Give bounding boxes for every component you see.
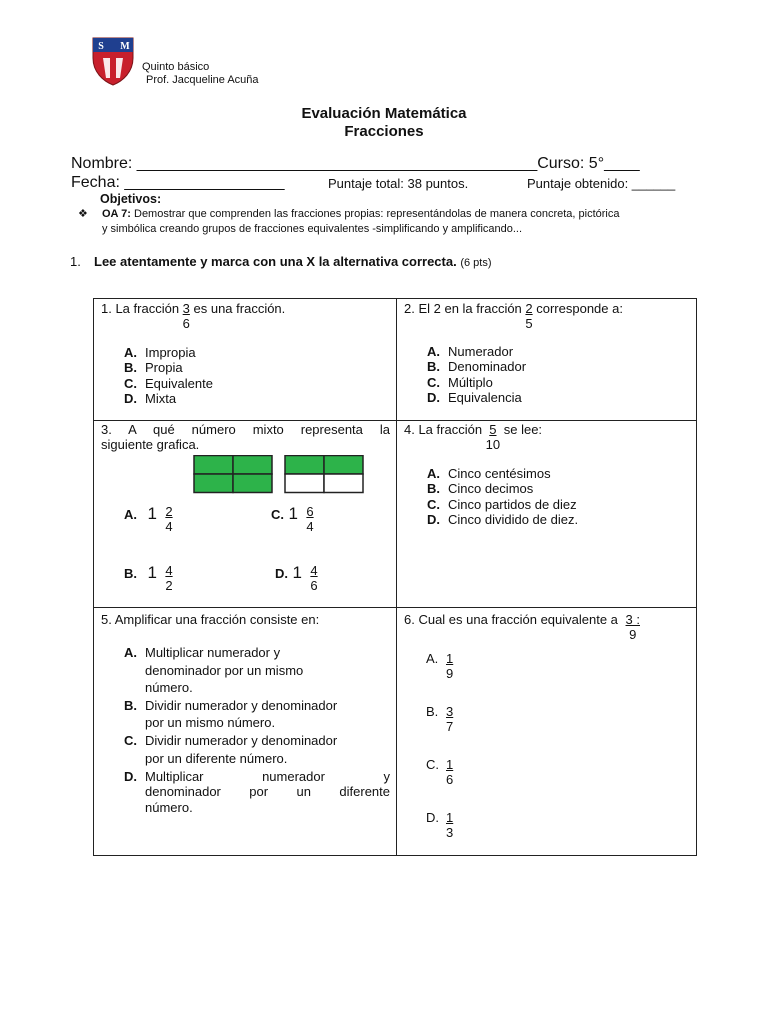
option-letter: D. [426,810,439,825]
q6-option-c[interactable] [426,757,453,788]
shaded-cell [194,456,233,475]
q2-denominator: 5 [525,316,533,331]
option-text: Cinco decimos [448,481,534,497]
option-letter: A. [427,466,440,481]
objectives-title: Objetivos: [100,192,162,206]
objective-oa7 [78,207,703,237]
fraction-numerator: 4 [310,563,318,578]
option-letter: B. [124,566,137,581]
fraction-numerator: 1 [446,651,454,666]
total-score-label: Puntaje total: 38 puntos. [328,176,469,191]
option-letter: B. [427,359,440,375]
question-1-options [124,345,213,406]
mixed-whole: 1 [292,563,302,582]
diamond-bullet-icon: ❖ [78,208,88,220]
question-3-prompt [101,422,390,452]
option-letter: D. [124,390,137,406]
table-row-divider [93,607,697,608]
option-letter: D. [427,511,440,527]
q3-option-a[interactable] [124,504,173,534]
fraction-numerator: 4 [165,563,173,578]
option-letter: D. [427,389,440,405]
question-4-options [427,466,578,527]
option-d[interactable] [124,391,213,406]
q1-fraction [183,301,190,331]
option-d[interactable] [427,512,578,527]
empty-cell [285,474,324,493]
question-6-prompt [404,612,640,642]
q4-numerator: 5 [489,422,497,437]
mixed-fraction [165,563,172,593]
option-letter: C. [427,496,440,512]
option-letter: C. [427,374,440,390]
page-title: Evaluación Matemática [301,105,467,122]
option-line: número. [145,680,193,696]
option-letter: A. [124,345,137,360]
fraction-figure-2 [285,456,363,493]
option-a[interactable] [124,644,390,697]
question-2-prompt [404,301,623,331]
option-a[interactable] [124,345,213,360]
objective-text-1: Demostrar que comprenden las fracciones propias: representándolas de manera concreta, pictórica [130,208,620,220]
mixed-whole: 1 [147,504,157,523]
option-line: por un diferente número. [145,750,288,766]
question-4-prompt [404,422,542,452]
fraction-denominator: 6 [310,578,318,593]
q1-text-post: es una fracción. [189,301,286,316]
q3-option-d[interactable] [275,563,318,593]
q4-text-post: se lee: [500,422,543,437]
empty-cell [324,474,363,493]
fraction-numerator: 1 [446,810,454,825]
option-letter: C. [124,375,137,391]
option-text [145,644,303,697]
option-line: Multiplicar numerador y [145,645,281,660]
q2-numerator: 2 [525,301,533,316]
shaded-cell [233,456,272,475]
fraction-numerator: 2 [165,504,173,519]
option-text: Mixta [145,390,177,406]
mixed-fraction [165,504,172,534]
option-text [145,769,390,815]
option-text: Cinco dividido de diez. [448,511,579,527]
option-b[interactable] [124,360,213,375]
option-a[interactable] [427,466,578,481]
school-info [142,61,259,87]
section-points: (6 pts) [460,257,492,269]
option-letter: A. [427,344,440,359]
logo-letter-s: S [98,41,104,52]
objective-text-2: y simbólica creando grupos de fracciones equivalentes -simplificando y amplificando... [102,223,523,235]
option-text: Propia [145,360,183,376]
shaded-cell [285,456,324,475]
option-b[interactable] [427,359,526,374]
fraction-denominator: 7 [446,719,454,735]
obtained-score-field[interactable]: Puntaje obtenido: ______ [527,176,676,191]
option-letter: A. [124,507,137,522]
q4-text-pre: 4. La fracción [404,422,486,437]
option-text: Cinco centésimos [448,466,551,481]
shaded-cell [324,456,363,475]
option-c[interactable] [427,497,578,512]
option-d[interactable] [124,769,390,815]
fraction-denominator: 2 [165,578,173,593]
teacher-label: Prof. Jacqueline Acuña [146,74,259,86]
option-d[interactable] [427,390,526,405]
option-fraction [446,651,453,682]
date-field[interactable]: Fecha: __________________ [71,174,285,191]
q3-line-1: 3. A qué número mixto representa la [101,422,390,437]
mixed-fraction [306,504,313,534]
q2-text-post: corresponde a: [532,301,623,316]
q3-option-b[interactable] [124,563,173,593]
fraction-graphic [193,455,365,494]
q2-text-pre: 2. El 2 en la fracción [404,301,526,316]
objective-code: OA 7: [102,208,131,220]
q6-option-d[interactable] [426,810,453,841]
question-2-options [427,344,526,405]
option-text: Equivalente [145,375,213,391]
q6-fraction [626,612,640,642]
q1-numerator: 3 [182,301,190,316]
q3-option-c[interactable] [271,504,314,534]
fraction-denominator: 9 [446,666,454,682]
q6-option-b[interactable] [426,704,453,735]
option-text: Múltiplo [448,374,493,390]
option-text: Impropia [145,345,196,360]
q6-denominator: 9 [629,627,637,642]
option-letter: C. [271,507,284,522]
q1-text-pre: 1. La fracción [101,301,183,316]
option-text: Denominador [448,359,527,375]
mixed-whole: 1 [147,563,157,582]
option-text [145,732,337,767]
fraction-numerator: 1 [446,757,454,772]
option-b[interactable] [427,481,578,496]
option-letter: B. [426,704,439,719]
option-line: denominador por un mismo [145,662,304,678]
table-column-divider [396,298,397,856]
option-text: Equivalencia [448,389,522,405]
option-c[interactable] [427,375,526,390]
school-logo [90,36,136,86]
fraction-denominator: 4 [165,519,173,534]
option-letter: C. [124,732,137,748]
mixed-whole: 1 [288,504,298,523]
option-fraction [446,704,453,735]
fraction-denominator: 6 [446,772,454,788]
fraction-denominator: 3 [446,825,454,841]
option-letter: B. [124,697,137,713]
fraction-denominator: 4 [306,519,314,534]
option-c[interactable] [124,732,390,767]
instruction-text: Lee atentamente y marca con una X la alternativa correcta. [94,254,457,269]
page-subtitle: Fracciones [344,123,424,140]
grade-label: Quinto básico [142,61,210,73]
option-text [145,697,337,732]
fraction-numerator: 6 [306,504,314,519]
question-1-prompt [101,301,285,331]
option-letter: D. [124,769,137,785]
option-line: por un mismo número. [145,715,276,731]
option-line: Multiplicar numerador y [145,769,390,785]
option-fraction [446,757,453,788]
option-letter: A. [426,651,439,666]
q3-line-2: siguiente grafica. [101,437,200,452]
section-number: 1. [70,254,81,269]
q4-denominator: 10 [485,437,501,452]
option-c[interactable] [124,376,213,391]
section-instruction [70,254,492,269]
option-text: Numerador [448,344,514,359]
fraction-figure-1 [194,456,272,493]
option-line: número. [145,799,193,815]
option-b[interactable] [124,697,390,732]
logo-letter-m: M [120,41,130,52]
option-letter: B. [124,360,137,376]
option-letter: C. [426,757,439,772]
table-row-divider [93,420,697,421]
option-line: Dividir numerador y denominador [145,732,338,748]
name-field[interactable]: Nombre: _____________________________________________Curso: 5°____ [71,155,640,172]
fraction-numerator: 3 [446,704,454,719]
shaded-cell [233,474,272,493]
q1-denominator: 6 [182,316,190,331]
option-a[interactable] [427,344,526,359]
q6-option-a[interactable] [426,651,453,682]
option-text: Cinco partidos de diez [448,496,577,512]
shaded-cell [194,474,233,493]
mixed-fraction [310,563,317,593]
option-letter: A. [124,645,137,660]
option-line: Dividir numerador y denominador [145,697,338,713]
option-letter: D. [275,566,288,581]
question-5-options [124,644,390,815]
q6-text-pre: 6. Cual es una fracción equivalente a [404,612,622,627]
option-fraction [446,810,453,841]
option-line: denominador por un diferente [145,784,390,800]
q2-fraction [525,301,532,331]
question-5-prompt: 5. Amplificar una fracción consiste en: [101,612,320,627]
q4-fraction [486,422,500,452]
option-letter: B. [427,481,440,497]
q6-numerator: 3 : [625,612,640,627]
